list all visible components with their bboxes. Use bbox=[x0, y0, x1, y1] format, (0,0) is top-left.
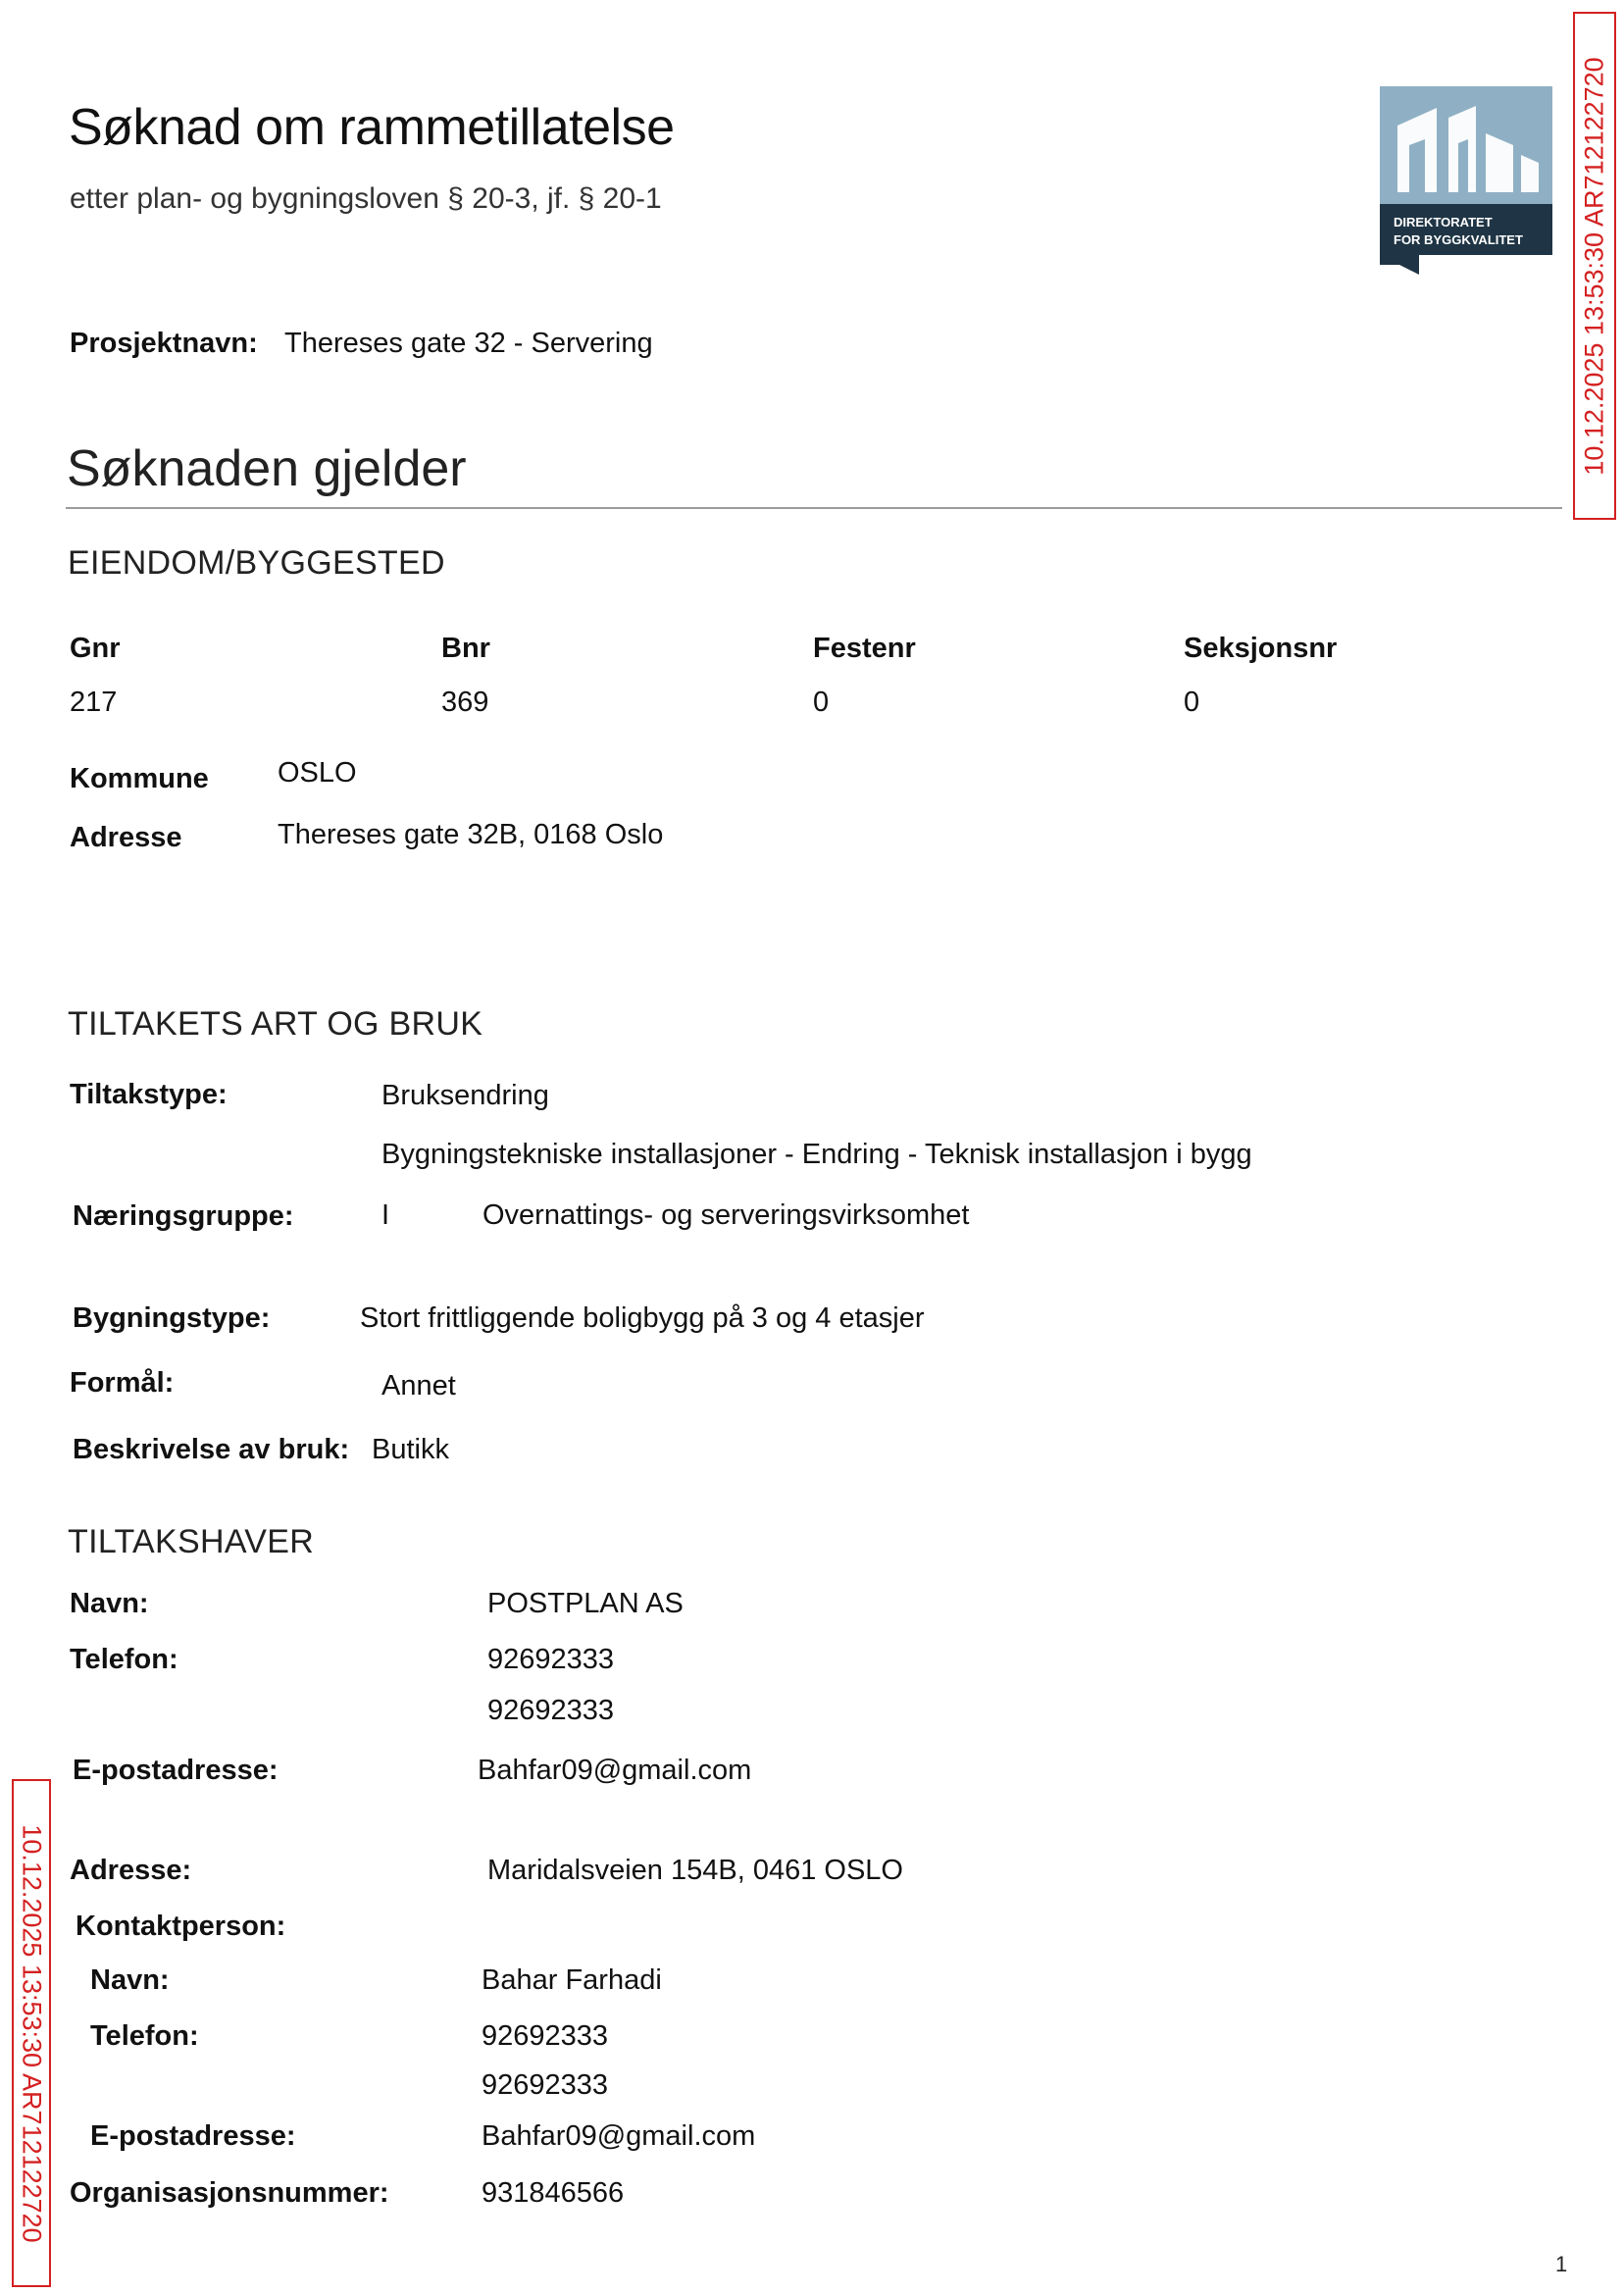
bnr-label: Bnr bbox=[441, 633, 490, 664]
naeringsgruppe-code: I bbox=[381, 1199, 390, 1231]
page-number: 1 bbox=[1555, 2252, 1568, 2276]
festenr-value: 0 bbox=[813, 687, 830, 718]
kontakt-telefon-1: 92692333 bbox=[482, 2020, 609, 2052]
tiltakshaver-telefon-1: 92692333 bbox=[487, 1644, 615, 1675]
received-stamp-bottom bbox=[12, 1779, 51, 2287]
section-divider bbox=[66, 507, 1562, 509]
tiltakshaver-epost-label: E-postadresse: bbox=[73, 1755, 279, 1786]
property-heading: EIENDOM/BYGGESTED bbox=[68, 544, 445, 582]
project-name-value: Thereses gate 32 - Servering bbox=[284, 328, 653, 359]
kontakt-epost-label: E-postadresse: bbox=[90, 2120, 296, 2152]
bnr-value: 369 bbox=[441, 687, 489, 718]
kommune-label: Kommune bbox=[70, 763, 209, 794]
tiltakshaver-heading: TILTAKSHAVER bbox=[68, 1523, 315, 1560]
formaal-value: Annet bbox=[381, 1370, 456, 1402]
received-stamp-top bbox=[1573, 12, 1616, 520]
kontakt-navn-label: Navn: bbox=[90, 1964, 170, 1996]
dibk-logo bbox=[1380, 86, 1552, 275]
adresse-label: Adresse bbox=[70, 822, 182, 853]
kontaktperson-label: Kontaktperson: bbox=[76, 1911, 286, 1942]
beskrivelse-label: Beskrivelse av bruk: bbox=[73, 1434, 350, 1465]
organisasjonsnummer-value: 931846566 bbox=[482, 2177, 625, 2209]
naeringsgruppe-text: Overnattings- og serveringsvirksomhet bbox=[482, 1199, 970, 1231]
festenr-label: Festenr bbox=[813, 633, 916, 664]
project-name-label: Prosjektnavn: bbox=[70, 328, 258, 359]
tiltakshaver-telefon-2: 92692333 bbox=[487, 1695, 615, 1726]
logo-line1: DIREKTORATET bbox=[1394, 215, 1493, 229]
tiltakstype-value-1: Bruksendring bbox=[381, 1080, 549, 1111]
section-heading-soknaden: Søknaden gjelder bbox=[67, 440, 467, 497]
adresse-value: Thereses gate 32B, 0168 Oslo bbox=[278, 819, 664, 850]
organisasjonsnummer-label: Organisasjonsnummer: bbox=[70, 2177, 389, 2209]
bygningstype-value: Stort frittliggende boligbygg på 3 og 4 etasjer bbox=[360, 1302, 925, 1334]
tiltakshaver-navn-value: POSTPLAN AS bbox=[487, 1588, 684, 1619]
seksjonsnr-label: Seksjonsnr bbox=[1184, 633, 1338, 664]
kontakt-epost-value: Bahfar09@gmail.com bbox=[482, 2120, 756, 2152]
logo-line2: FOR BYGGKVALITET bbox=[1394, 232, 1523, 247]
seksjonsnr-value: 0 bbox=[1184, 687, 1200, 718]
tiltakstype-value-2: Bygningstekniske installasjoner - Endring - Teknisk installasjon i bygg bbox=[381, 1139, 1252, 1170]
stamp-text-bottom: 10.12.2025 13:53:30 AR712122720 bbox=[17, 1823, 47, 2243]
tiltakshaver-adresse-value: Maridalsveien 154B, 0461 OSLO bbox=[487, 1855, 903, 1886]
tiltakshaver-navn-label: Navn: bbox=[70, 1588, 149, 1619]
page-subtitle: etter plan- og bygningsloven § 20-3, jf. § 20-1 bbox=[70, 182, 662, 215]
tiltak-heading: TILTAKETS ART OG BRUK bbox=[68, 1005, 483, 1043]
kontakt-navn-value: Bahar Farhadi bbox=[482, 1964, 662, 1996]
bygningstype-label: Bygningstype: bbox=[73, 1302, 271, 1334]
tiltakshaver-epost-value: Bahfar09@gmail.com bbox=[478, 1755, 752, 1786]
gnr-label: Gnr bbox=[70, 633, 121, 664]
page-title: Søknad om rammetillatelse bbox=[69, 99, 675, 156]
gnr-value: 217 bbox=[70, 687, 118, 718]
naeringsgruppe-label: Næringsgruppe: bbox=[73, 1200, 294, 1232]
kontakt-telefon-2: 92692333 bbox=[482, 2069, 609, 2101]
tiltakshaver-telefon-label: Telefon: bbox=[70, 1644, 178, 1675]
tiltakstype-label: Tiltakstype: bbox=[70, 1079, 228, 1110]
formaal-label: Formål: bbox=[70, 1367, 175, 1399]
stamp-text-top: 10.12.2025 13:53:30 AR712122720 bbox=[1579, 56, 1609, 476]
kontakt-telefon-label: Telefon: bbox=[90, 2020, 199, 2052]
tiltakshaver-adresse-label: Adresse: bbox=[70, 1855, 192, 1886]
beskrivelse-value: Butikk bbox=[372, 1434, 449, 1465]
kommune-value: OSLO bbox=[278, 757, 357, 789]
